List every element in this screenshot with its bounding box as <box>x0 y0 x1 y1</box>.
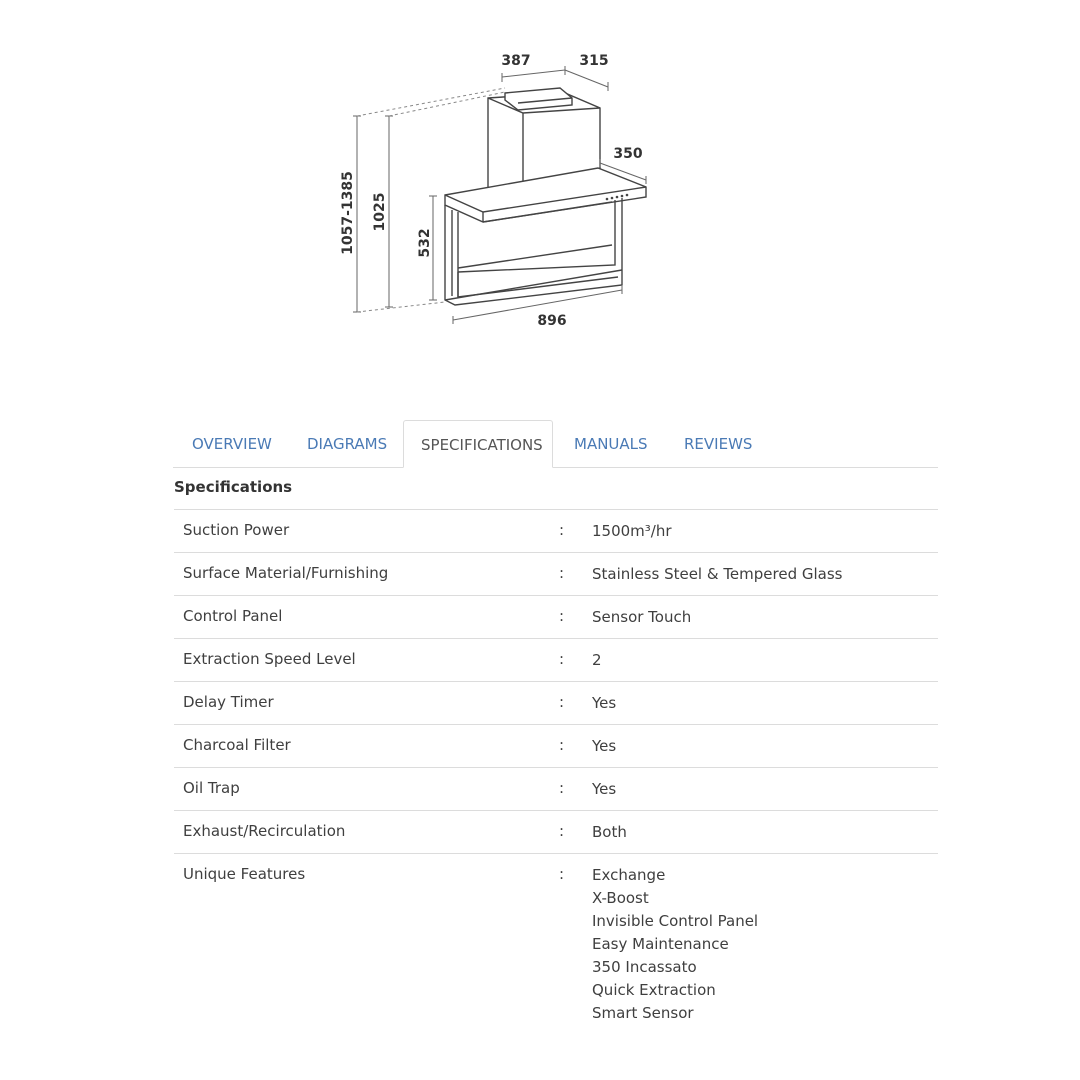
dim-label-height-range: 1057-1385 <box>340 171 356 255</box>
spec-value: Yes <box>592 780 617 798</box>
spec-separator: : <box>559 521 565 539</box>
specifications-heading: Specifications <box>174 478 293 496</box>
spec-separator: : <box>559 564 565 582</box>
feature-item: Exchange <box>592 866 666 884</box>
feature-item: Easy Maintenance <box>592 935 729 953</box>
table-row-unique-features <box>174 854 938 1036</box>
table-row <box>174 725 938 768</box>
spec-value: Stainless Steel & Tempered Glass <box>592 565 843 583</box>
tab-overview[interactable]: OVERVIEW <box>192 435 272 453</box>
spec-value: Sensor Touch <box>592 608 692 626</box>
spec-separator: : <box>559 736 565 754</box>
spec-separator: : <box>559 865 565 883</box>
spec-value: 1500m³/hr <box>592 522 672 540</box>
spec-value: Yes <box>592 694 617 712</box>
table-row <box>174 639 938 682</box>
feature-item: Quick Extraction <box>592 981 716 999</box>
hood-diagram-svg <box>0 0 1080 360</box>
table-row <box>174 682 938 725</box>
tab-specifications[interactable]: SPECIFICATIONS <box>403 420 553 468</box>
spec-label: Delay Timer <box>183 693 274 711</box>
table-row <box>174 768 938 811</box>
spec-separator: : <box>559 779 565 797</box>
product-tabs <box>173 420 938 468</box>
spec-separator: : <box>559 607 565 625</box>
dim-label-height-full: 1025 <box>372 192 388 232</box>
feature-item: X-Boost <box>592 889 649 907</box>
dim-label-hood-depth: 350 <box>613 146 643 162</box>
spec-value: Both <box>592 823 627 841</box>
spec-label: Extraction Speed Level <box>183 650 356 668</box>
spec-label: Surface Material/Furnishing <box>183 564 389 582</box>
specifications-table <box>174 509 938 1036</box>
dim-label-top-width: 387 <box>501 53 531 69</box>
spec-separator: : <box>559 650 565 668</box>
spec-label: Unique Features <box>183 865 306 883</box>
spec-label: Exhaust/Recirculation <box>183 822 346 840</box>
table-row <box>174 596 938 639</box>
table-row <box>174 510 938 553</box>
spec-label: Suction Power <box>183 521 290 539</box>
spec-value: Yes <box>592 737 617 755</box>
dim-label-width: 896 <box>537 313 567 329</box>
tab-diagrams[interactable]: DIAGRAMS <box>307 435 388 453</box>
feature-item: 350 Incassato <box>592 958 697 976</box>
table-row <box>174 553 938 596</box>
feature-item: Invisible Control Panel <box>592 912 759 930</box>
tab-manuals[interactable]: MANUALS <box>574 435 648 453</box>
spec-separator: : <box>559 822 565 840</box>
spec-label: Oil Trap <box>183 779 240 797</box>
table-row <box>174 811 938 854</box>
spec-value-list <box>592 854 938 1036</box>
tab-reviews[interactable]: REVIEWS <box>684 435 753 453</box>
dim-label-hood-height: 532 <box>417 228 433 258</box>
spec-label: Control Panel <box>183 607 283 625</box>
spec-value: 2 <box>592 651 602 669</box>
feature-item: Smart Sensor <box>592 1004 694 1022</box>
spec-separator: : <box>559 693 565 711</box>
spec-label: Charcoal Filter <box>183 736 291 754</box>
dim-label-top-depth: 315 <box>579 53 609 69</box>
product-dimension-diagram <box>0 0 1080 360</box>
